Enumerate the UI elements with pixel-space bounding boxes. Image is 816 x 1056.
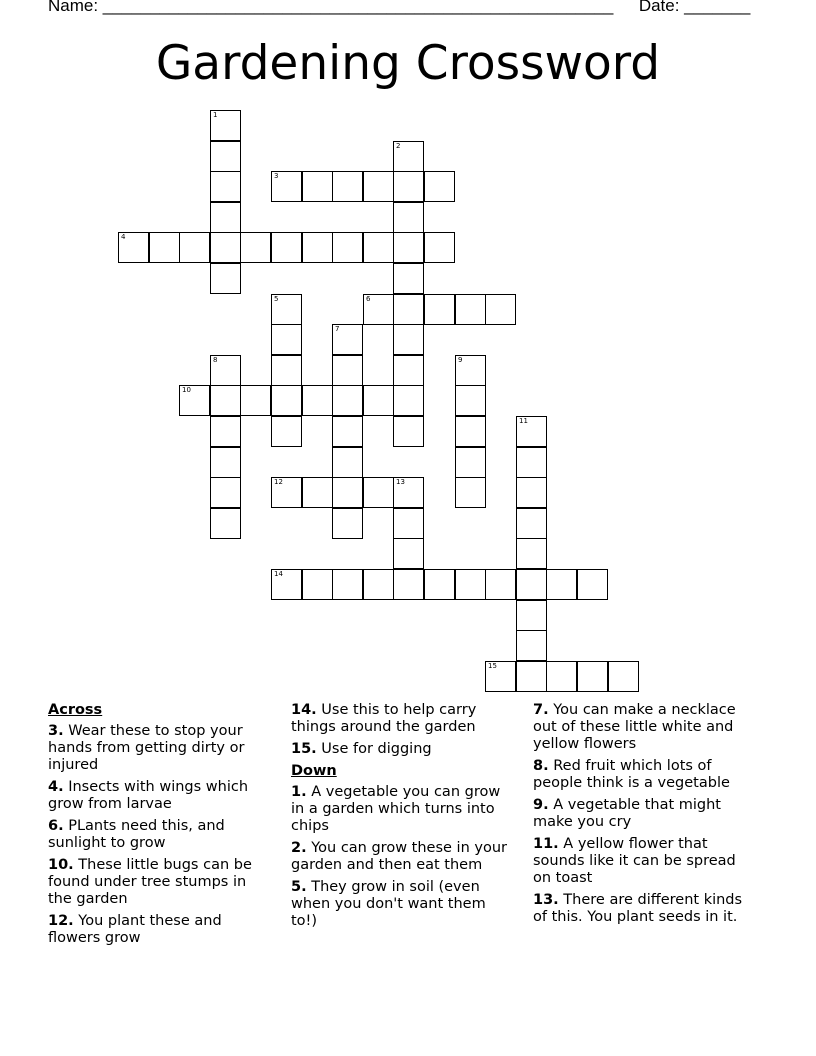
clue-number: 11 bbox=[519, 417, 528, 425]
grid-cell[interactable] bbox=[393, 171, 424, 202]
grid-cell[interactable] bbox=[455, 355, 486, 386]
grid-cell[interactable] bbox=[240, 232, 271, 263]
grid-cell[interactable] bbox=[393, 232, 424, 263]
grid-cell[interactable] bbox=[302, 569, 333, 600]
grid-cell[interactable] bbox=[485, 661, 516, 692]
clue-down-1: 1. A vegetable you can grow in a garden which turns into chips bbox=[291, 784, 501, 834]
grid-cell[interactable] bbox=[485, 294, 516, 325]
grid-cell[interactable] bbox=[332, 355, 363, 386]
grid-cell[interactable] bbox=[240, 385, 271, 416]
clue-number: 12 bbox=[274, 478, 283, 486]
grid-cell[interactable] bbox=[516, 538, 547, 569]
clue-number: 8 bbox=[213, 356, 218, 364]
grid-cell[interactable] bbox=[393, 416, 424, 447]
grid-cell[interactable] bbox=[210, 263, 241, 294]
page-title: Gardening Crossword bbox=[155, 36, 661, 91]
grid-cell[interactable] bbox=[271, 294, 302, 325]
grid-cell[interactable] bbox=[516, 477, 547, 508]
grid-cell[interactable] bbox=[516, 569, 547, 600]
grid-cell[interactable] bbox=[210, 477, 241, 508]
grid-cell[interactable] bbox=[210, 202, 241, 233]
clue-number: 15 bbox=[488, 662, 497, 670]
grid-cell[interactable] bbox=[302, 232, 333, 263]
grid-cell[interactable] bbox=[546, 661, 577, 692]
clue-down-8: 8. Red fruit which lots of people think is a vegetable bbox=[533, 758, 730, 791]
grid-cell[interactable] bbox=[332, 508, 363, 539]
grid-cell[interactable] bbox=[210, 385, 241, 416]
name-field[interactable]: Name: ______________________________________________________ bbox=[48, 0, 614, 15]
grid-cell[interactable] bbox=[179, 232, 210, 263]
clue-down-13: 13. There are different kinds of this. You plant seeds in it. bbox=[533, 892, 743, 925]
clue-across-10: 10. These little bugs can be found under tree stumps in the garden bbox=[48, 857, 252, 907]
grid-cell[interactable] bbox=[210, 110, 241, 141]
grid-cell[interactable] bbox=[516, 661, 547, 692]
grid-cell[interactable] bbox=[363, 569, 394, 600]
grid-cell[interactable] bbox=[210, 232, 241, 263]
grid-cell[interactable] bbox=[393, 477, 424, 508]
clue-across-4: 4. Insects with wings which grow from larvae bbox=[48, 779, 249, 812]
clue-down-2: 2. You can grow these in your garden and then eat them bbox=[291, 840, 507, 873]
grid-cell[interactable] bbox=[516, 508, 547, 539]
grid-cell[interactable] bbox=[393, 263, 424, 294]
grid-cell[interactable] bbox=[271, 416, 302, 447]
grid-cell[interactable] bbox=[577, 661, 608, 692]
clue-number: 3 bbox=[274, 172, 279, 180]
date-field[interactable]: Date: _______ bbox=[638, 0, 751, 15]
clues-column-1 bbox=[48, 702, 272, 952]
clue-down-11: 11. A yellow flower that sounds like it can be spread on toast bbox=[533, 836, 736, 886]
grid-cell[interactable] bbox=[210, 355, 241, 386]
clue-across-15: 15. Use for digging bbox=[291, 741, 432, 757]
clue-number: 2 bbox=[396, 142, 401, 150]
grid-cell[interactable] bbox=[210, 416, 241, 447]
grid-cell[interactable] bbox=[393, 385, 424, 416]
grid-cell[interactable] bbox=[179, 385, 210, 416]
clue-across-6: 6. PLants need this, and sunlight to grow bbox=[48, 818, 225, 851]
grid-cell[interactable] bbox=[332, 477, 363, 508]
grid-cell[interactable] bbox=[363, 171, 394, 202]
clue-number: 5 bbox=[274, 295, 279, 303]
clue-across-14: 14. Use this to help carry things around the garden bbox=[291, 702, 477, 735]
grid-cell[interactable] bbox=[393, 324, 424, 355]
grid-cell[interactable] bbox=[424, 569, 455, 600]
grid-cell[interactable] bbox=[271, 477, 302, 508]
grid-cell[interactable] bbox=[302, 171, 333, 202]
grid-cell[interactable] bbox=[393, 538, 424, 569]
clue-down-7: 7. You can make a necklace out of these little white and yellow flowers bbox=[533, 702, 736, 752]
grid-cell[interactable] bbox=[118, 232, 149, 263]
grid-cell[interactable] bbox=[424, 171, 455, 202]
grid-cell[interactable] bbox=[363, 385, 394, 416]
grid-cell[interactable] bbox=[210, 508, 241, 539]
grid-cell[interactable] bbox=[455, 447, 486, 478]
grid-cell[interactable] bbox=[516, 416, 547, 447]
grid-cell[interactable] bbox=[393, 141, 424, 172]
clue-number: 4 bbox=[121, 233, 126, 241]
clue-down-9: 9. A vegetable that might make you cry bbox=[533, 797, 721, 830]
grid-cell[interactable] bbox=[332, 416, 363, 447]
grid-cell[interactable] bbox=[332, 324, 363, 355]
grid-cell[interactable] bbox=[210, 141, 241, 172]
clue-number: 6 bbox=[366, 295, 371, 303]
grid-cell[interactable] bbox=[332, 232, 363, 263]
grid-cell[interactable] bbox=[424, 232, 455, 263]
grid-cell[interactable] bbox=[271, 232, 302, 263]
grid-cell[interactable] bbox=[210, 171, 241, 202]
grid-cell[interactable] bbox=[210, 447, 241, 478]
grid-cell[interactable] bbox=[393, 508, 424, 539]
grid-cell[interactable] bbox=[516, 630, 547, 661]
clue-number: 13 bbox=[396, 478, 405, 486]
grid-cell[interactable] bbox=[485, 569, 516, 600]
grid-cell[interactable] bbox=[271, 324, 302, 355]
grid-cell[interactable] bbox=[332, 171, 363, 202]
grid-cell[interactable] bbox=[332, 569, 363, 600]
grid-cell[interactable] bbox=[149, 232, 180, 263]
grid-cell[interactable] bbox=[271, 355, 302, 386]
grid-cell[interactable] bbox=[393, 294, 424, 325]
clues-column-3 bbox=[533, 702, 757, 931]
grid-cell[interactable] bbox=[608, 661, 639, 692]
grid-cell[interactable] bbox=[332, 447, 363, 478]
clue-number: 9 bbox=[458, 356, 463, 364]
grid-cell[interactable] bbox=[393, 355, 424, 386]
clue-number: 1 bbox=[213, 111, 218, 119]
grid-cell[interactable] bbox=[455, 477, 486, 508]
clue-number: 14 bbox=[274, 570, 283, 578]
grid-cell[interactable] bbox=[302, 385, 333, 416]
clue-number: 10 bbox=[182, 386, 191, 394]
clue-across-12: 12. You plant these and flowers grow bbox=[48, 913, 222, 946]
grid-cell[interactable] bbox=[546, 569, 577, 600]
grid-cell[interactable] bbox=[393, 202, 424, 233]
grid-cell[interactable] bbox=[363, 477, 394, 508]
grid-cell[interactable] bbox=[516, 600, 547, 631]
grid-cell[interactable] bbox=[363, 294, 394, 325]
down-heading: Down bbox=[291, 763, 337, 779]
grid-cell[interactable] bbox=[332, 385, 363, 416]
grid-cell[interactable] bbox=[424, 294, 455, 325]
across-heading: Across bbox=[48, 702, 103, 718]
grid-cell[interactable] bbox=[271, 171, 302, 202]
grid-cell[interactable] bbox=[577, 569, 608, 600]
grid-cell[interactable] bbox=[455, 416, 486, 447]
grid-cell[interactable] bbox=[271, 385, 302, 416]
grid-cell[interactable] bbox=[455, 294, 486, 325]
clue-across-3: 3. Wear these to stop your hands from getting dirty or injured bbox=[48, 723, 245, 773]
clue-number: 7 bbox=[335, 325, 340, 333]
grid-cell[interactable] bbox=[271, 569, 302, 600]
grid-cell[interactable] bbox=[455, 385, 486, 416]
clue-down-5: 5. They grow in soil (even when you don't want them to!) bbox=[291, 879, 486, 929]
clues-column-2 bbox=[291, 702, 515, 935]
grid-cell[interactable] bbox=[516, 447, 547, 478]
grid-cell[interactable] bbox=[455, 569, 486, 600]
grid-cell[interactable] bbox=[363, 232, 394, 263]
grid-cell[interactable] bbox=[393, 569, 424, 600]
grid-cell[interactable] bbox=[302, 477, 333, 508]
